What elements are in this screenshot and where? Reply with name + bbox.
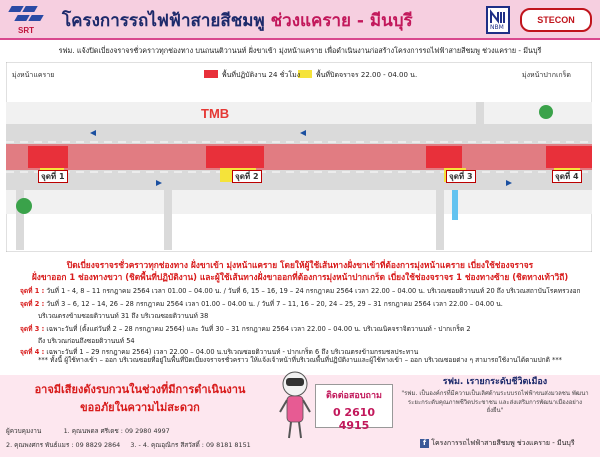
mrta-slogan-title: รฟม. เรายกระดับชีวิตเมือง (442, 377, 548, 387)
zone-item (20, 298, 503, 309)
zone-item (20, 323, 471, 334)
title-section: ช่วงแคราย - มีนบุรี (270, 11, 413, 31)
map-drawing (6, 62, 592, 252)
facebook-link[interactable] (420, 438, 575, 449)
nbm-logo-text: NBM (490, 24, 504, 31)
zone-item (38, 310, 208, 321)
srt-logo-icon (6, 4, 52, 36)
srt-logo-text: SRT (18, 26, 34, 35)
zone-item (20, 285, 581, 296)
stecon-logo: STECON (520, 8, 592, 32)
zone-item-text: วันที่ 1 - 4, 8 – 11 กรกฎาคม 2564 เวลา 01.00 – 04.00 น. / วันที่ 6, 15 – 16, 19 – 24 กรกฎาคม 2564 เวลา 22.00 – 04.00 น. บริเวณซอยติวานนท์ 20 ถึง บริเวณสถาบันโรคทรวงอก (46, 287, 581, 295)
mascot-icon (278, 370, 312, 442)
apology-line-1: อาจมีเสียงดังรบกวนในช่วงที่มีการดำเนินงาน (34, 383, 246, 396)
people-header: ผู้ควบคุมงาน (6, 427, 42, 435)
closure-headline-1: ปิดเบี่ยงจราจรชั่วคราวทุกช่องทาง ฝั่งขาเข้า มุ่งหน้าแคราย โดยให้ผู้ใช้เส้นทางฝั่งขาเข้าที่ต้องการมุ่งหน้าแคราย เบี่ยงใช้ช่องจราจร (66, 260, 534, 270)
contact-box (315, 384, 393, 432)
zone-1-label: จุดที่ 1 (38, 170, 68, 183)
zone-3-label: จุดที่ 3 (446, 170, 476, 183)
legend-yellow-label: พื้นที่ปิดจราจร 22.00 - 04.00 น. (316, 71, 418, 79)
notice-text: รฟม. แจ้งปิดเบี่ยงจราจรชั่วคราวทุกช่องทาง บนถนนติวานนท์ ฝั่งขาเข้า มุ่งหน้าแคราย เพื่อดำเนินงานก่อสร้างโครงการรถไฟฟ้าสายสีชมพู ช่วงแคราย - มีนบุรี (58, 46, 542, 55)
contact-phone[interactable]: 0 2610 4915 (332, 406, 376, 432)
zone-item (38, 335, 135, 346)
closure-headline-2: ฝั่งขาออก 1 ช่องทางขวา (ชิดพื้นที่ปฏิบัติงาน) และผู้ใช้เส้นทางฝั่งขาออกที่ต้องการมุ่งหน้าปากเกร็ด เบี่ยงใช้ช่องจราจร 1 ช่องทางซ้าย (ชิดทางเท้าวิถี) (31, 272, 569, 282)
direction-left: มุ่งหน้าแคราย (12, 71, 55, 79)
zone-item-label: จุดที่ 3 : (20, 325, 45, 333)
person-2: 2. คุณพงศกร พันธ์แมร : 09 8829 2864 (6, 441, 121, 449)
people-row (6, 426, 170, 436)
nbm-logo-icon (486, 6, 510, 34)
contact-label: ติดต่อสอบถาม (326, 391, 382, 401)
traffic-map (6, 62, 592, 252)
person-1: 1. คุณนพดล ศรีเดช : 09 2980 4997 (63, 427, 170, 435)
zone-item-text: เฉพาะวันที่ (ตั้งแต่วันที่ 2 – 28 กรกฎาคม 2564) และ วันที่ 30 – 31 กรกฎาคม 2564 เวลา 22.00 – 04.00 น. บริเวณนิคจราจิตวานนท์ - ปากเกร็ด 2 (46, 325, 471, 333)
zone-item-label: จุดที่ 4 : (20, 348, 45, 356)
page-title (62, 7, 413, 34)
person-3: 3. - 4. คุณอุณิกร สีสวัสดิ์ : 09 8181 8151 (130, 441, 251, 449)
people-row (6, 440, 251, 450)
direction-right: มุ่งหน้าปากเกร็ด (522, 71, 571, 79)
facebook-icon: f (420, 439, 429, 448)
zone-item-text: บริเวณตรงข้ามซอยติวานนท์ 31 ถึง บริเวณซอยติวานนท์ 38 (38, 312, 209, 320)
tmb-logo (201, 106, 229, 121)
mrta-vision-text: "รฟม. เป็นองค์กรที่มีความเป็นเลิศด้านระบบรถไฟฟ้าขนส่งมวลชน พัฒนาระยะกระดับคุณภาพชีวิตประชาชน และส่งเสริมการพัฒนาเมืองอย่างยั่งยืน" (401, 390, 589, 414)
apology-line-2: ขออภัยในความไม่สะดวก (80, 401, 200, 414)
header-bar (0, 0, 600, 40)
zone-2-label: จุดที่ 2 (232, 170, 262, 183)
facebook-page-name: โครงการรถไฟฟ้าสายสีชมพู ช่วงแคราย - มีนบุรี (431, 439, 575, 447)
zone-4-label: จุดที่ 4 (552, 170, 582, 183)
zone-item-text: ถึง บริเวณก่อนถึงซอยติวานนท์ 54 (38, 337, 135, 345)
tmb-logo-text: TMB (201, 106, 230, 121)
footnote: *** ทั้งนี้ ผู้ใช้ทางเข้า – ออก บริเวณซอยที่อยู่ในพื้นที่ปิดเบี่ยงจราจรชั่วคราว ให้แจ้งเจ้าหน้าที่บริเวณพื้นที่ปฏิบัติงานและผู้ใช้ทางเข้า – ออก บริเวณซอยต่าง ๆ สามารถใช้งานได้ตามปกติ *** (38, 356, 562, 364)
zone-item-label: จุดที่ 1 : (20, 287, 45, 295)
zone-item-text: เฉพาะวันที่ 1 – 29 กรกฎาคม 2564) เวลา 22.00 – 04.00 น.บริเวณซอยติวานนท์ - ปากเกร็ด 6 ถึง บริเวณตรงข้ามกรมชลประทาน (46, 348, 419, 356)
zone-item-text: วันที่ 3 – 6, 12 – 14, 26 – 28 กรกฎาคม 2564 เวลา 01.00 – 04.00 น. / วันที่ 7 – 11, 16 – 20, 24 – 25, 29 – 31 กรกฎาคม 2564 เวลา 22.00 – 04.00 น. (46, 300, 503, 308)
legend-red-label: พื้นที่ปฏิบัติงาน 24 ชั่วโมง (222, 71, 301, 79)
title-main: โครงการรถไฟฟ้าสายสีชมพู (62, 11, 265, 31)
zone-item-label: จุดที่ 2 : (20, 300, 45, 308)
